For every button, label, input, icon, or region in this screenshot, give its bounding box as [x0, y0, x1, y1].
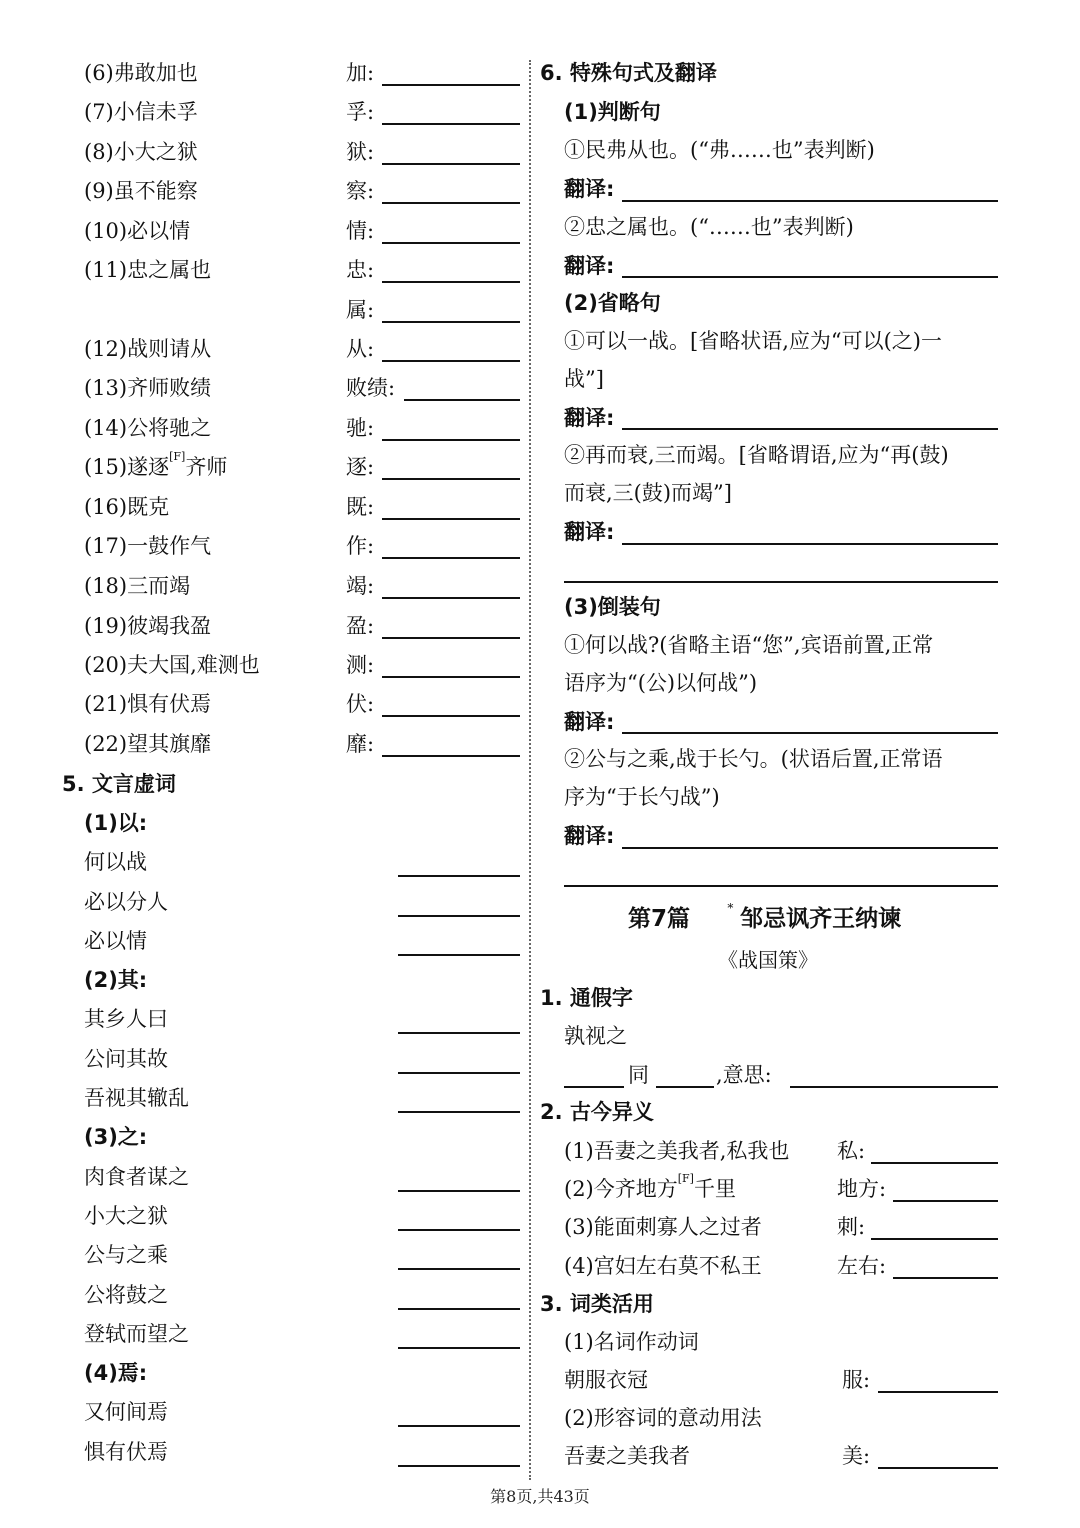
vocab-phrase-text: (10)必以情 — [84, 219, 191, 243]
vocab-phrase — [84, 94, 198, 130]
vocab-key: 从: — [346, 337, 375, 361]
vocab-key: 逐: — [346, 455, 375, 479]
particle-example: 惧有伏焉 — [84, 1440, 168, 1464]
vocab-answer-blank[interactable] — [382, 597, 520, 599]
judge-sentence-1: ①民弗从也。(“弗……也”表判断) — [564, 138, 875, 162]
gujin-phrase — [564, 1248, 762, 1284]
translate-label: 翻译: — [564, 520, 615, 544]
vocab-phrase-text: (14)公将驰之 — [84, 416, 212, 440]
vocab-phrase-tail: 齐师 — [185, 455, 228, 479]
particle-answer-blank[interactable] — [398, 1072, 520, 1074]
vocab-answer-blank[interactable] — [382, 637, 520, 639]
vocab-answer-blank[interactable] — [382, 163, 520, 165]
tongjia-blank-2[interactable] — [656, 1086, 714, 1088]
left-column — [0, 0, 528, 1480]
particle-answer-blank[interactable] — [398, 1425, 520, 1427]
vocab-phrase — [84, 568, 190, 604]
vocab-phrase-text: (6)弗敢加也 — [84, 61, 198, 85]
particle-head: (1)以: — [84, 811, 148, 835]
vocab-answer-blank[interactable] — [404, 399, 520, 401]
chapter-mark: * — [727, 901, 734, 915]
gujin-answer-blank[interactable] — [893, 1277, 998, 1279]
vocab-answer-blank[interactable] — [382, 439, 520, 441]
section-2-title: 2. 古今异义 — [540, 1100, 654, 1124]
gujin-phrase-tail: 千里 — [693, 1177, 736, 1201]
right-column — [532, 0, 1080, 1480]
particle-answer-blank[interactable] — [398, 1268, 520, 1270]
omit-sentence-2b: 而衰,三(鼓)而竭”] — [564, 481, 732, 505]
s3-blank1[interactable] — [878, 1391, 998, 1393]
vocab-phrase-text: (22)望其旗靡 — [84, 732, 212, 756]
translate-label: 翻译: — [564, 254, 615, 278]
vocab-phrase — [84, 370, 211, 406]
vocab-key: 伏: — [346, 692, 375, 716]
particle-answer-blank[interactable] — [398, 1308, 520, 1310]
footnote-mark: [F] — [677, 1172, 694, 1185]
column-divider — [529, 60, 531, 1480]
particle-example: 小大之狱 — [84, 1204, 168, 1228]
chapter-name: 邹忌讽齐王纳谏 — [740, 906, 902, 932]
s3-key1: 服: — [842, 1368, 871, 1392]
vocab-key: 察: — [346, 179, 375, 203]
translate-label: 翻译: — [564, 824, 615, 848]
section-3-title: 3. 词类活用 — [540, 1292, 654, 1316]
particle-head: (3)之: — [84, 1125, 148, 1150]
section-5-title: 5. 文言虚词 — [62, 772, 176, 796]
tongjia-blank-3[interactable] — [790, 1086, 998, 1088]
s3-sub1: (1)名词作动词 — [564, 1330, 699, 1354]
particle-answer-blank[interactable] — [398, 875, 520, 877]
tongjia-item: 孰视之 — [564, 1024, 627, 1048]
particle-answer-blank[interactable] — [398, 915, 520, 917]
invert-sentence-1a: ①何以战?(省略主语“您”,宾语前置,正常 — [564, 633, 934, 657]
particle-example: 必以分人 — [84, 890, 168, 914]
particle-answer-blank[interactable] — [398, 1190, 520, 1192]
vocab-key: 盈: — [346, 614, 375, 638]
vocab-key: 忠: — [346, 258, 375, 282]
vocab-phrase — [84, 449, 227, 485]
section-1-title: 1. 通假字 — [540, 986, 633, 1010]
gujin-phrase — [564, 1209, 762, 1245]
particle-example: 登轼而望之 — [84, 1322, 189, 1346]
translate-blank[interactable] — [622, 276, 998, 278]
vocab-phrase — [84, 134, 198, 170]
particle-example: 吾视其辙乱 — [84, 1086, 189, 1110]
vocab-answer-blank[interactable] — [382, 557, 520, 559]
gujin-phrase-text: (2)今齐地方 — [564, 1177, 678, 1201]
chapter-number: 第7篇 — [628, 906, 691, 932]
vocab-key: 驰: — [346, 416, 375, 440]
judge-sentence-2: ②忠之属也。(“……也”表判断) — [564, 215, 854, 239]
particle-head: (4)焉: — [84, 1361, 148, 1386]
particle-head: (2)其: — [84, 968, 148, 993]
vocab-key: 情: — [346, 219, 375, 243]
vocab-phrase — [84, 647, 260, 683]
omit-sentence-1b: 战”] — [564, 367, 604, 391]
vocab-phrase — [84, 410, 211, 446]
vocab-phrase — [84, 726, 211, 762]
particle-answer-blank[interactable] — [398, 1347, 520, 1349]
vocab-answer-blank[interactable] — [382, 715, 520, 717]
tongjia-meaning: ,意思: — [716, 1063, 772, 1087]
vocab-answer-blank[interactable] — [382, 202, 520, 204]
gujin-key: 私: — [837, 1139, 866, 1163]
vocab-answer-blank[interactable] — [382, 676, 520, 678]
vocab-phrase-text: (20)夫大国,难测也 — [84, 653, 260, 677]
particle-example: 何以战 — [84, 850, 147, 874]
vocab-phrase — [84, 528, 211, 564]
vocab-answer-blank[interactable] — [382, 360, 520, 362]
gujin-phrase-text: (4)宫妇左右莫不私王 — [564, 1254, 762, 1278]
vocab-answer-blank[interactable] — [382, 518, 520, 520]
vocab-key: 加: — [346, 61, 375, 85]
invert-sentence-2b: 序为“于长勺战”) — [564, 785, 720, 809]
vocab-phrase-text: (21)惧有伏焉 — [84, 692, 212, 716]
chapter-heading — [628, 899, 901, 939]
gujin-key: 地方: — [837, 1177, 887, 1201]
omit-sentence-2a: ②再而衰,三而竭。[省略谓语,应为“再(鼓) — [564, 443, 949, 467]
translate-label: 翻译: — [564, 710, 615, 734]
invert-sentence-2a: ②公与之乘,战于长勺。(状语后置,正常语 — [564, 747, 943, 771]
vocab-phrase-text: (11)忠之属也 — [84, 258, 212, 282]
vocab-phrase-text: (9)虽不能察 — [84, 179, 198, 203]
vocab-phrase-text: (12)战则请从 — [84, 337, 212, 361]
particle-example: 必以情 — [84, 929, 147, 953]
footnote-mark: [F] — [169, 450, 186, 463]
translate-blank[interactable] — [622, 732, 998, 734]
section-6-title: 6. 特殊句式及翻译 — [540, 61, 717, 85]
translate-blank[interactable] — [622, 428, 998, 430]
vocab-phrase-text: (16)既克 — [84, 495, 170, 519]
vocab-phrase — [84, 173, 198, 209]
vocab-key: 测: — [346, 653, 375, 677]
particle-example: 公问其故 — [84, 1047, 168, 1071]
particle-answer-blank[interactable] — [398, 1111, 520, 1113]
vocab-key: 狱: — [346, 140, 375, 164]
page-footer: 第8页,共43页 — [490, 1487, 590, 1506]
chapter-source: 《战国策》 — [718, 948, 818, 972]
gujin-key: 刺: — [837, 1215, 866, 1239]
vocab-phrase — [84, 331, 211, 367]
vocab-key: 孚: — [346, 100, 375, 124]
vocab-phrase-text: (8)小大之狱 — [84, 140, 198, 164]
tongjia-blank-1[interactable] — [564, 1086, 624, 1088]
vocab-phrase — [84, 686, 211, 722]
omit-title: (2)省略句 — [564, 291, 661, 315]
gujin-answer-blank[interactable] — [893, 1200, 998, 1202]
particle-answer-blank[interactable] — [398, 1229, 520, 1231]
s3-item1: 朝服衣冠 — [564, 1368, 648, 1392]
invert-sentence-1b: 语序为“(公)以何战”) — [564, 671, 758, 695]
vocab-key: 属: — [346, 298, 375, 322]
invert-title: (3)倒装句 — [564, 595, 661, 619]
gujin-answer-blank[interactable] — [871, 1162, 998, 1164]
vocab-phrase — [84, 55, 198, 91]
vocab-answer-blank[interactable] — [382, 242, 520, 244]
vocab-phrase — [84, 252, 211, 288]
particle-answer-blank[interactable] — [398, 954, 520, 956]
omit-sentence-1a: ①可以一战。[省略状语,应为“可以(之)一 — [564, 329, 942, 353]
vocab-answer-blank[interactable] — [382, 478, 520, 480]
particle-example: 其乡人曰 — [84, 1007, 168, 1031]
translate-label: 翻译: — [564, 406, 615, 430]
vocab-phrase-text: (17)一鼓作气 — [84, 534, 212, 558]
vocab-phrase — [84, 608, 211, 644]
vocab-answer-blank[interactable] — [382, 281, 520, 283]
s3-item2: 吾妻之美我者 — [564, 1444, 690, 1468]
particle-example: 公将鼓之 — [84, 1283, 168, 1307]
particle-example: 肉食者谋之 — [84, 1165, 189, 1189]
gujin-phrase-text: (1)吾妻之美我者,私我也 — [564, 1139, 790, 1163]
vocab-key: 作: — [346, 534, 375, 558]
vocab-phrase-text: (13)齐师败绩 — [84, 376, 212, 400]
gujin-phrase — [564, 1171, 736, 1207]
tongjia-same: 同 — [628, 1063, 649, 1087]
vocab-answer-blank[interactable] — [382, 321, 520, 323]
particle-example: 公与之乘 — [84, 1243, 168, 1267]
vocab-answer-blank[interactable] — [382, 755, 520, 757]
particle-answer-blank[interactable] — [398, 1465, 520, 1467]
gujin-key: 左右: — [837, 1254, 887, 1278]
translate-blank-extra[interactable] — [564, 885, 998, 887]
particle-example: 又何间焉 — [84, 1400, 168, 1424]
vocab-answer-blank[interactable] — [382, 123, 520, 125]
vocab-phrase-text: (15)遂逐 — [84, 455, 170, 479]
vocab-answer-blank[interactable] — [382, 84, 520, 86]
translate-blank-extra[interactable] — [564, 581, 998, 583]
vocab-phrase-text: (7)小信未孚 — [84, 100, 198, 124]
judge-title: (1)判断句 — [564, 100, 661, 124]
translate-blank[interactable] — [622, 847, 998, 849]
translate-blank[interactable] — [622, 200, 998, 202]
gujin-phrase — [564, 1133, 789, 1169]
particle-answer-blank[interactable] — [398, 1032, 520, 1034]
vocab-key: 既: — [346, 495, 375, 519]
vocab-phrase-text: (19)彼竭我盈 — [84, 614, 212, 638]
vocab-key: 竭: — [346, 574, 375, 598]
gujin-answer-blank[interactable] — [871, 1238, 998, 1240]
translate-label: 翻译: — [564, 177, 615, 201]
vocab-key: 靡: — [346, 732, 375, 756]
s3-blank2[interactable] — [878, 1467, 998, 1469]
vocab-phrase-text: (18)三而竭 — [84, 574, 191, 598]
gujin-phrase-text: (3)能面刺寡人之过者 — [564, 1215, 762, 1239]
s3-key2: 美: — [842, 1444, 871, 1468]
vocab-phrase — [84, 213, 190, 249]
vocab-key: 败绩: — [346, 376, 396, 400]
s3-sub2: (2)形容词的意动用法 — [564, 1406, 762, 1430]
translate-blank[interactable] — [622, 543, 998, 545]
vocab-phrase — [84, 489, 169, 525]
